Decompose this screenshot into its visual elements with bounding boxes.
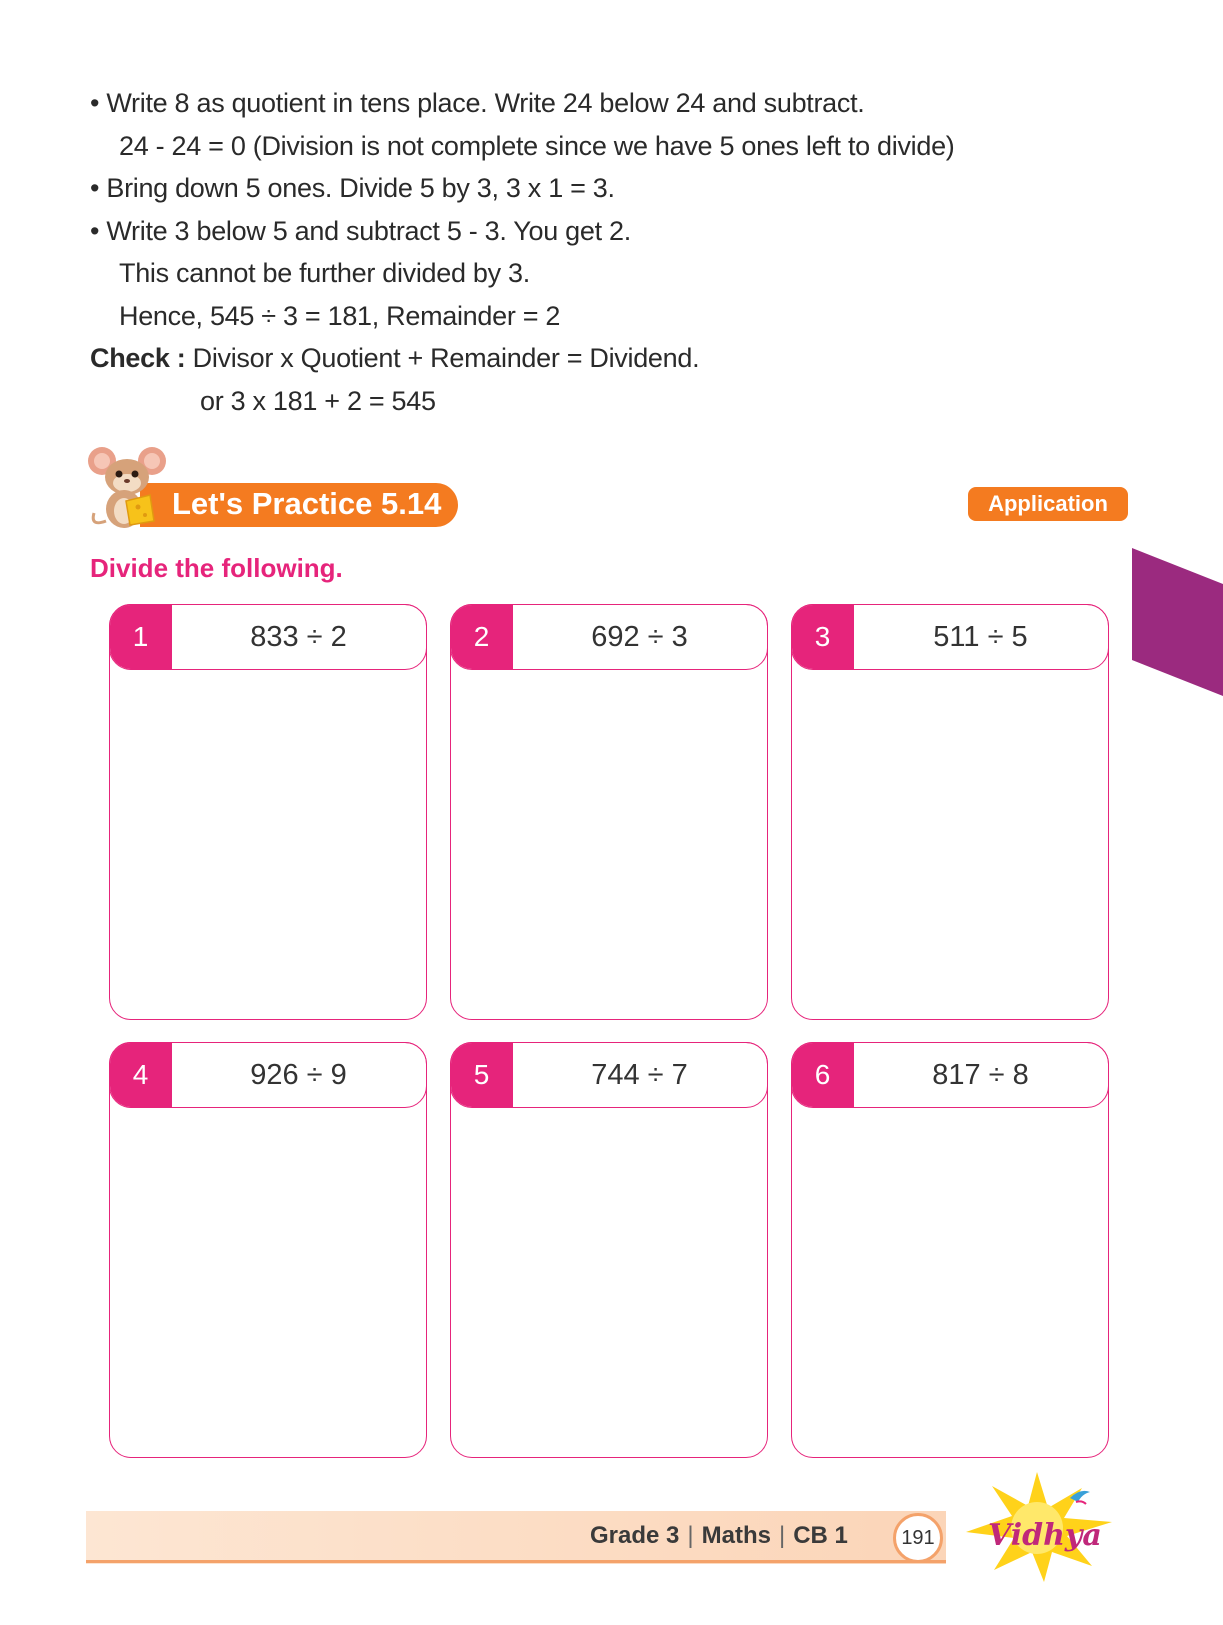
- problem-expression: 692 ÷ 3: [591, 620, 688, 653]
- instruction: Divide the following.: [90, 553, 343, 583]
- footer-info: [590, 1522, 848, 1550]
- footer-subject: Maths: [701, 1522, 771, 1549]
- problem-card-6[interactable]: [791, 1042, 1109, 1458]
- problem-header: [109, 604, 427, 670]
- footer-book: CB 1: [793, 1522, 848, 1549]
- problem-expression: 511 ÷ 5: [933, 620, 1028, 653]
- problem-expression: 744 ÷ 7: [591, 1058, 688, 1091]
- problem-header: [791, 1042, 1109, 1108]
- check-line-2: or 3 x 181 + 2 = 545: [200, 386, 436, 416]
- mouse-mascot-icon: [86, 443, 172, 533]
- problem-number: 6: [792, 1043, 854, 1107]
- problem-card-5[interactable]: [450, 1042, 768, 1458]
- problem-card-1[interactable]: [109, 604, 427, 1020]
- problem-header: [109, 1042, 427, 1108]
- footer-grade: Grade 3: [590, 1522, 680, 1549]
- page-number: 191: [893, 1513, 943, 1563]
- application-badge: Application: [968, 487, 1128, 521]
- practice-title: Let's Practice 5.14: [172, 486, 442, 521]
- problem-expression: 926 ÷ 9: [250, 1058, 347, 1091]
- problem-header: [450, 1042, 768, 1108]
- check-line: [90, 343, 699, 374]
- problem-card-4[interactable]: [109, 1042, 427, 1458]
- problem-number: 4: [110, 1043, 172, 1107]
- vidhya-logo-text: Vidhya: [988, 1518, 1102, 1553]
- problem-expression: 817 ÷ 8: [932, 1058, 1029, 1091]
- problem-number: 5: [451, 1043, 513, 1107]
- problem-number: 2: [451, 605, 513, 669]
- problem-expression: 833 ÷ 2: [250, 620, 347, 653]
- problem-number: 1: [110, 605, 172, 669]
- problem-header: [450, 604, 768, 670]
- check-text: Divisor x Quotient + Remainder = Dividend.: [192, 343, 700, 373]
- problem-card-2[interactable]: [450, 604, 768, 1020]
- text-line-6: Hence, 545 ÷ 3 = 181, Remainder = 2: [119, 301, 561, 331]
- text-line-3: • Bring down 5 ones. Divide 5 by 3, 3 x 1 = 3.: [90, 173, 615, 203]
- text-line-2: 24 - 24 = 0 (Division is not complete since we have 5 ones left to divide): [119, 131, 955, 161]
- check-label: Check :: [90, 343, 186, 373]
- problem-card-3[interactable]: [791, 604, 1109, 1020]
- footer-divider: [86, 1560, 946, 1563]
- problem-number: 3: [792, 605, 854, 669]
- problem-header: [791, 604, 1109, 670]
- text-line-4: • Write 3 below 5 and subtract 5 - 3. You get 2.: [90, 216, 631, 246]
- footer-separator: |: [778, 1522, 786, 1549]
- footer-separator: |: [687, 1522, 694, 1549]
- side-tab: [1132, 548, 1223, 696]
- text-line-5: This cannot be further divided by 3.: [119, 258, 530, 288]
- text-line-1: • Write 8 as quotient in tens place. Write 24 below 24 and subtract.: [90, 88, 865, 118]
